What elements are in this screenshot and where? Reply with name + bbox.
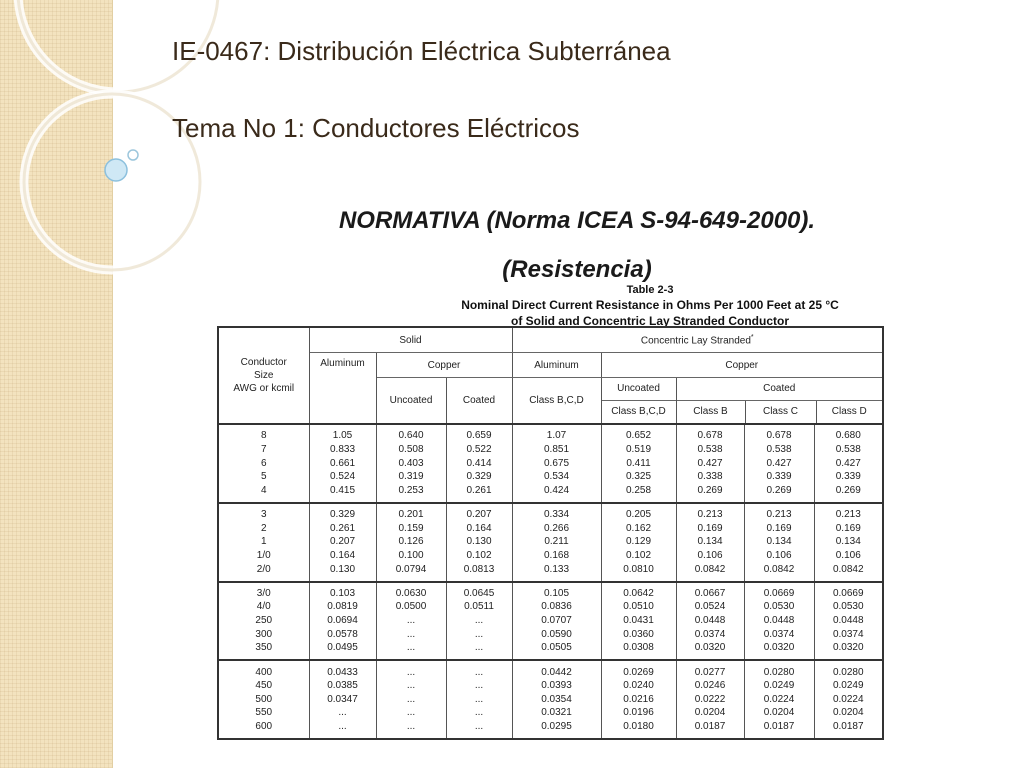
size-value: 250 xyxy=(255,615,273,627)
resistance-value: 0.427 xyxy=(766,457,792,469)
value-cell xyxy=(309,424,376,503)
resistance-value: 0.0448 xyxy=(763,615,795,627)
size-value: 1 xyxy=(260,536,267,548)
resistance-value: ... xyxy=(474,628,484,640)
resistance-value: 0.0590 xyxy=(541,628,572,640)
resistance-value: 0.169 xyxy=(766,522,792,534)
footnote-mark: * xyxy=(750,333,754,341)
resistance-value: 0.269 xyxy=(766,484,792,496)
resistance-value: 0.269 xyxy=(835,484,861,496)
resistance-value: 0.652 xyxy=(625,430,652,442)
table-row-group xyxy=(218,582,883,661)
table-row-group xyxy=(218,660,883,739)
resistance-value: 0.0448 xyxy=(694,615,726,627)
resistance-value: 0.0707 xyxy=(541,615,572,627)
resistance-value: 0.538 xyxy=(835,443,861,455)
resistance-value: 0.0431 xyxy=(623,615,654,627)
resistance-value: 0.0505 xyxy=(541,642,572,654)
resistance-value: 0.0385 xyxy=(327,680,358,692)
class-c-header: Class C xyxy=(746,401,817,423)
resistance-value: 0.319 xyxy=(398,471,424,483)
resistance-value: 0.126 xyxy=(398,536,424,548)
solid-header: Solid xyxy=(309,327,512,353)
value-cell xyxy=(376,503,446,582)
resistance-value: ... xyxy=(338,721,347,733)
size-value: 3/0 xyxy=(256,587,271,599)
solid-aluminum-header: Aluminum xyxy=(309,353,376,425)
resistance-value: 0.0374 xyxy=(832,628,864,640)
value-cell xyxy=(744,660,814,739)
resistance-value: 0.0280 xyxy=(763,666,795,678)
size-value: 450 xyxy=(255,680,273,692)
size-value: 600 xyxy=(255,721,273,733)
resistance-value: 0.0320 xyxy=(763,642,795,654)
resistance-value: 0.329 xyxy=(466,471,492,483)
resistance-value: 0.269 xyxy=(697,484,723,496)
resistance-value: 0.134 xyxy=(766,536,792,548)
resistance-value: 0.0222 xyxy=(694,693,726,705)
resistance-value: 0.164 xyxy=(329,549,356,561)
resistance-value: 0.0448 xyxy=(832,615,864,627)
resistance-value: 0.640 xyxy=(398,430,424,442)
bubble-icon xyxy=(105,159,127,181)
value-cell xyxy=(814,582,883,661)
value-cell xyxy=(512,503,601,582)
resistance-value: 0.106 xyxy=(697,549,723,561)
resistance-value: 0.130 xyxy=(329,563,356,575)
resistance-value: 0.0842 xyxy=(832,563,864,575)
resistance-value: ... xyxy=(406,642,416,654)
resistance-value: 0.168 xyxy=(543,549,570,561)
resistance-value: 0.0813 xyxy=(463,563,495,575)
value-cell xyxy=(744,582,814,661)
resistance-value: 0.0530 xyxy=(832,601,864,613)
uncoated-class-header: Class B,C,D xyxy=(611,406,666,417)
resistance-value: ... xyxy=(406,693,416,705)
resistance-value: ... xyxy=(474,615,484,627)
stranded-header xyxy=(512,327,883,353)
resistance-value: ... xyxy=(474,642,484,654)
resistance-value: 0.0308 xyxy=(623,642,654,654)
resistance-value: 0.538 xyxy=(766,443,792,455)
value-cell xyxy=(309,660,376,739)
resistance-value: 0.213 xyxy=(835,509,861,521)
resistance-value: 0.415 xyxy=(329,484,356,496)
value-cell xyxy=(601,424,676,503)
size-value: 300 xyxy=(255,628,273,640)
resistance-value: 0.0295 xyxy=(541,721,572,733)
resistance-value: 0.522 xyxy=(466,443,492,455)
conductor-label: Conductor xyxy=(240,357,287,368)
topic-title: Tema No 1: Conductores Eléctricos xyxy=(172,113,580,143)
resistance-value: ... xyxy=(406,707,416,719)
size-value: 4/0 xyxy=(256,601,271,613)
resistance-value: 0.0578 xyxy=(327,628,358,640)
resistance-value: 0.0642 xyxy=(623,587,654,599)
table-number: Table 2-3 xyxy=(626,284,674,296)
resistance-value: 0.678 xyxy=(766,430,792,442)
resistance-value: 0.0224 xyxy=(763,693,795,705)
resistance-value: 0.133 xyxy=(543,563,570,575)
value-cell xyxy=(446,503,512,582)
resistance-value: 0.0280 xyxy=(832,666,864,678)
resistance-value: 0.0246 xyxy=(694,680,726,692)
value-cell xyxy=(744,503,814,582)
resistance-value: 1.05 xyxy=(332,430,353,442)
resistance-value: 0.0204 xyxy=(832,707,864,719)
value-cell xyxy=(376,582,446,661)
resistance-value: ... xyxy=(406,615,416,627)
conductor-size-header xyxy=(218,327,309,424)
resistance-value: 0.261 xyxy=(329,522,356,534)
value-cell xyxy=(814,660,883,739)
resistance-value: 0.106 xyxy=(766,549,792,561)
stranded-copper-header: Copper xyxy=(601,353,883,378)
value-cell xyxy=(601,503,676,582)
resistance-value: 0.207 xyxy=(329,536,356,548)
resistance-value: 0.0320 xyxy=(832,642,864,654)
resistance-value: 0.833 xyxy=(329,443,356,455)
resistance-value: 0.0354 xyxy=(541,693,572,705)
resistance-value: 0.0645 xyxy=(463,587,495,599)
size-value: 2 xyxy=(260,522,267,534)
resistance-value: 0.266 xyxy=(543,522,570,534)
resistance-value: 0.334 xyxy=(543,509,570,521)
resistance-value: 0.0842 xyxy=(694,563,726,575)
normativa-heading: NORMATIVA (Norma ICEA S-94-649-2000). xyxy=(338,207,816,234)
resistance-value: 0.0667 xyxy=(694,587,726,599)
stranded-coated-header: Coated xyxy=(677,378,883,401)
value-cell xyxy=(376,424,446,503)
resistance-value: ... xyxy=(406,628,416,640)
resistance-value: 0.0433 xyxy=(327,666,358,678)
resistance-value: ... xyxy=(474,680,484,692)
resistance-value: 0.103 xyxy=(329,587,356,599)
resistance-value: 0.0347 xyxy=(327,693,358,705)
value-cell xyxy=(446,660,512,739)
resistance-value: 0.524 xyxy=(329,471,356,483)
size-value: 7 xyxy=(260,443,267,455)
resistance-value: 0.0836 xyxy=(541,601,572,613)
value-cell xyxy=(601,582,676,661)
resistance-value: 0.0442 xyxy=(541,666,572,678)
value-cell xyxy=(446,424,512,503)
resistance-value: 0.0374 xyxy=(763,628,795,640)
size-value: 400 xyxy=(255,666,273,678)
resistance-value: 0.134 xyxy=(835,536,861,548)
stranded-aluminum-header: Aluminum xyxy=(512,353,601,378)
resistance-value: ... xyxy=(474,693,484,705)
resistance-value: 0.427 xyxy=(835,457,861,469)
solid-uncoated-header: Uncoated xyxy=(376,378,446,425)
resistance-value: 0.205 xyxy=(625,509,652,521)
resistance-value: 0.659 xyxy=(466,430,492,442)
value-cell xyxy=(309,582,376,661)
solid-copper-header: Copper xyxy=(376,353,512,378)
resistance-value: 0.538 xyxy=(697,443,723,455)
resistance-value: 0.661 xyxy=(329,457,356,469)
resistance-value: 0.130 xyxy=(466,536,492,548)
small-dot-icon xyxy=(128,150,138,160)
resistance-value: 0.0204 xyxy=(694,707,726,719)
solid-coated-header: Coated xyxy=(446,378,512,425)
resistance-value: 0.403 xyxy=(398,457,424,469)
value-cell xyxy=(309,503,376,582)
resistance-value: 0.100 xyxy=(398,549,424,561)
value-cell xyxy=(814,424,883,503)
value-cell xyxy=(512,582,601,661)
resistance-value: 0.675 xyxy=(543,457,570,469)
resistance-value: 0.325 xyxy=(625,471,652,483)
resistance-value: 0.0524 xyxy=(694,601,726,613)
resistance-value: 0.0510 xyxy=(623,601,654,613)
resistance-value: 0.0224 xyxy=(832,693,864,705)
resistance-value: 0.534 xyxy=(543,471,570,483)
size-label: Size xyxy=(254,370,274,381)
size-value: 500 xyxy=(255,693,273,705)
resistencia-heading: (Resistencia) xyxy=(502,256,652,283)
resistance-value: 0.207 xyxy=(466,509,492,521)
stranded-uncoated-header: Uncoated xyxy=(602,378,676,401)
resistance-value: ... xyxy=(474,721,484,733)
resistance-value: 0.0321 xyxy=(541,707,572,719)
resistance-value: 0.0669 xyxy=(763,587,795,599)
resistance-value: 0.0694 xyxy=(327,615,358,627)
resistance-value: 0.0249 xyxy=(763,680,795,692)
table-subtitle-1: Nominal Direct Current Resistance in Ohms Per 1000 Feet at 25 °C xyxy=(461,298,839,312)
resistance-value: 0.0204 xyxy=(763,707,795,719)
value-cell xyxy=(676,660,744,739)
resistance-value: 0.201 xyxy=(398,509,424,521)
size-value: 1/0 xyxy=(256,549,271,561)
value-cell xyxy=(512,660,601,739)
resistance-value: 0.0511 xyxy=(464,601,494,613)
resistance-value: 0.0277 xyxy=(694,666,726,678)
resistance-value: 0.0393 xyxy=(541,680,572,692)
resistance-value: 0.678 xyxy=(697,430,723,442)
resistance-value: 0.508 xyxy=(398,443,424,455)
resistance-value: 0.339 xyxy=(766,471,792,483)
resistance-value: 0.338 xyxy=(697,471,723,483)
resistance-value: 0.159 xyxy=(398,522,424,534)
resistance-value: 0.106 xyxy=(835,549,861,561)
size-value: 5 xyxy=(260,471,267,483)
resistance-value: 0.0669 xyxy=(832,587,864,599)
resistance-value: 0.519 xyxy=(625,443,652,455)
resistance-value: 0.261 xyxy=(466,484,492,496)
resistance-value: 0.0374 xyxy=(694,628,726,640)
resistance-value: 0.169 xyxy=(835,522,861,534)
resistance-value: 0.0630 xyxy=(395,587,427,599)
resistance-value: 0.0530 xyxy=(763,601,795,613)
resistance-value: 0.0180 xyxy=(623,721,654,733)
resistance-value: 0.0360 xyxy=(623,628,654,640)
resistance-value: ... xyxy=(338,707,347,719)
resistance-value: ... xyxy=(406,666,416,678)
value-cell xyxy=(744,424,814,503)
resistance-value: 0.129 xyxy=(625,536,652,548)
resistance-value: 0.680 xyxy=(835,430,861,442)
resistance-value: 0.134 xyxy=(697,536,723,548)
value-cell xyxy=(676,424,744,503)
size-cell xyxy=(218,503,309,582)
resistance-value: 0.0495 xyxy=(327,642,358,654)
resistance-value: 0.0216 xyxy=(623,693,654,705)
value-cell xyxy=(376,660,446,739)
stranded-uncoated-cell xyxy=(601,378,676,425)
resistance-value: 0.424 xyxy=(543,484,570,496)
size-cell xyxy=(218,660,309,739)
awg-label: AWG or kcmil xyxy=(233,383,295,394)
resistance-value: 0.213 xyxy=(766,509,792,521)
resistance-value: 0.0500 xyxy=(395,601,427,613)
table-subtitle-2: of Solid and Concentric Lay Stranded Conductor xyxy=(510,314,789,328)
stranded-coated-cell xyxy=(676,378,883,425)
resistance-value: 0.427 xyxy=(697,457,723,469)
resistance-value: 0.851 xyxy=(543,443,570,455)
value-cell xyxy=(814,503,883,582)
size-cell xyxy=(218,424,309,503)
resistance-value: 0.0810 xyxy=(623,563,654,575)
resistance-value: 0.329 xyxy=(329,509,356,521)
resistance-value: 0.0187 xyxy=(763,721,795,733)
resistance-value: 0.102 xyxy=(466,549,492,561)
resistance-value: ... xyxy=(406,680,416,692)
resistance-value: 0.258 xyxy=(625,484,652,496)
size-value: 4 xyxy=(260,484,267,496)
class-b-header: Class B xyxy=(677,401,746,423)
size-value: 8 xyxy=(260,430,267,442)
resistance-value: ... xyxy=(474,707,484,719)
value-cell xyxy=(512,424,601,503)
resistance-value: 0.0187 xyxy=(832,721,864,733)
resistance-value: 0.339 xyxy=(835,471,861,483)
resistance-value: 0.213 xyxy=(697,509,723,521)
resistance-value: 0.164 xyxy=(466,522,492,534)
resistance-value: 0.162 xyxy=(625,522,652,534)
value-cell xyxy=(676,582,744,661)
resistance-value: 0.253 xyxy=(398,484,424,496)
resistance-value: 0.0196 xyxy=(623,707,654,719)
resistance-value: 0.102 xyxy=(625,549,652,561)
resistance-value: 0.0842 xyxy=(763,563,795,575)
resistance-value: 0.0819 xyxy=(327,601,358,613)
resistance-value: 0.169 xyxy=(697,522,723,534)
table-row-group xyxy=(218,503,883,582)
resistance-table xyxy=(217,326,884,740)
stranded-label: Concentric Lay Stranded xyxy=(640,335,751,347)
value-cell xyxy=(601,660,676,739)
size-cell xyxy=(218,582,309,661)
size-value: 550 xyxy=(255,707,273,719)
resistance-value: 0.0187 xyxy=(694,721,726,733)
course-title: IE-0467: Distribución Eléctrica Subterránea xyxy=(172,36,671,66)
resistance-value: 1.07 xyxy=(546,430,567,442)
resistance-value: 0.0320 xyxy=(694,642,726,654)
resistance-value: 0.0269 xyxy=(623,666,654,678)
value-cell xyxy=(676,503,744,582)
size-value: 6 xyxy=(260,457,267,469)
size-value: 350 xyxy=(255,642,273,654)
size-value: 2/0 xyxy=(256,563,271,575)
resistance-value: 0.0240 xyxy=(623,680,654,692)
resistance-value: 0.211 xyxy=(544,536,569,548)
resistance-value: ... xyxy=(406,721,416,733)
table-row-group xyxy=(218,424,883,503)
resistance-value: 0.0249 xyxy=(832,680,864,692)
resistance-value: 0.0794 xyxy=(395,563,427,575)
resistance-value: 0.105 xyxy=(543,587,570,599)
resistance-value: 0.414 xyxy=(466,457,492,469)
size-value: 3 xyxy=(260,509,267,521)
class-d-header: Class D xyxy=(831,406,867,417)
resistance-value: 0.411 xyxy=(626,457,651,469)
resistance-value: ... xyxy=(474,666,484,678)
aluminum-class-header: Class B,C,D xyxy=(512,378,601,425)
value-cell xyxy=(446,582,512,661)
